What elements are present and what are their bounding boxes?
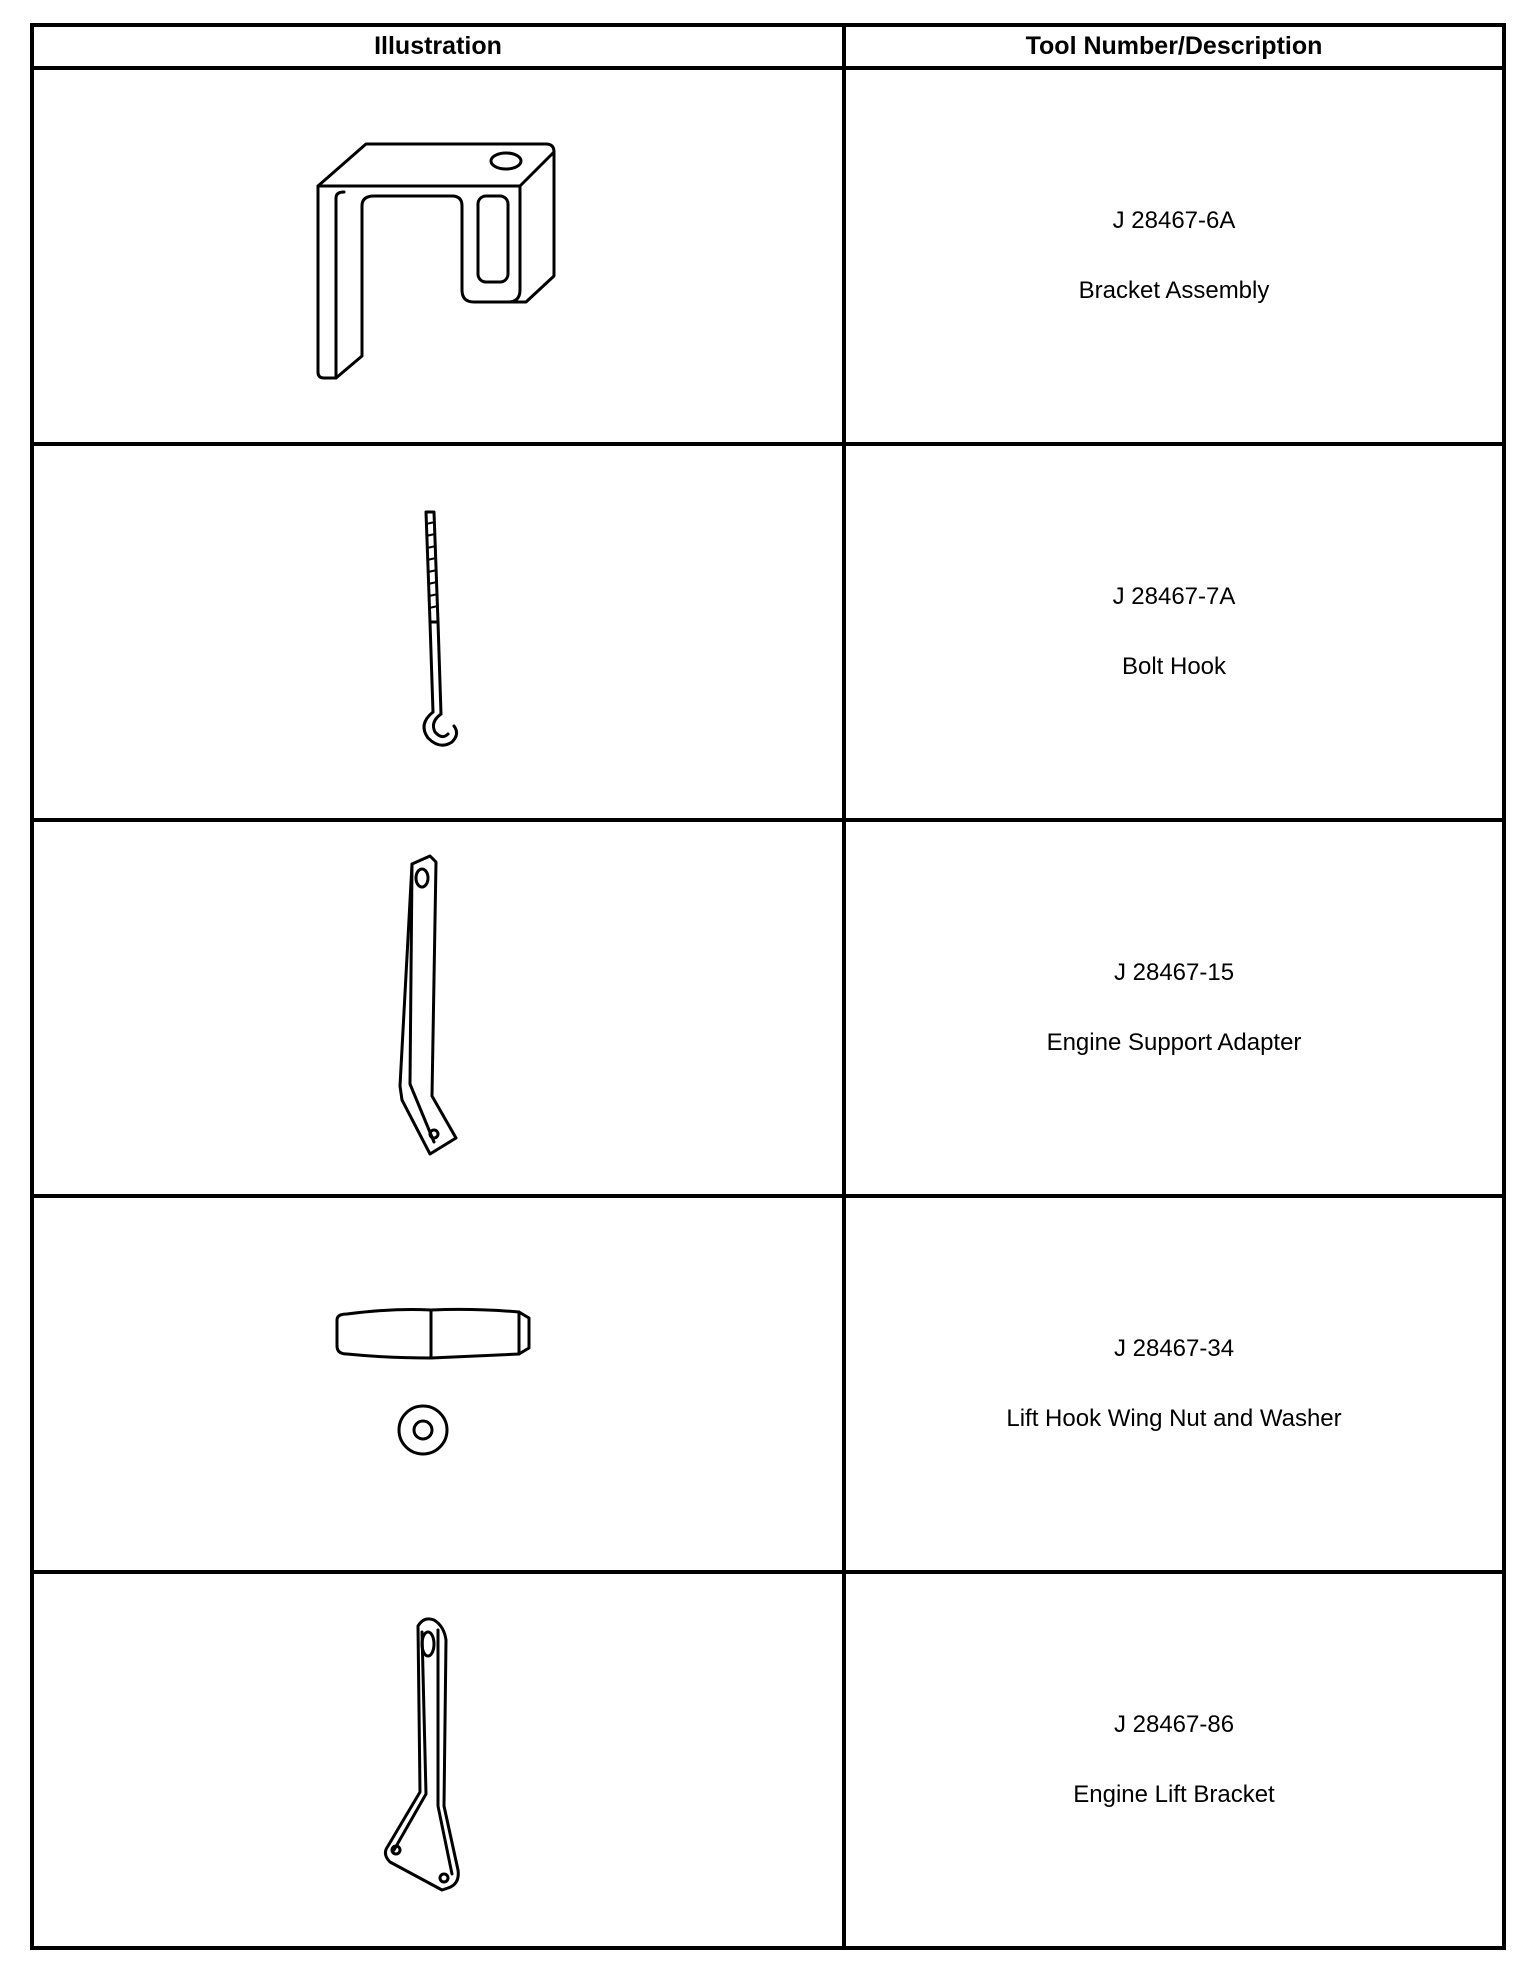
header-illustration: Illustration — [32, 25, 844, 68]
tool-description-cell — [844, 1196, 1504, 1572]
bracket-assembly-icon — [288, 126, 588, 386]
tool-description: Engine Lift Bracket — [1073, 1781, 1275, 1808]
illustration-cell — [32, 1196, 844, 1572]
table-row — [32, 68, 1504, 444]
tool-description: Bolt Hook — [1121, 653, 1227, 680]
tool-description-cell — [844, 1572, 1504, 1948]
tool-description-cell — [844, 820, 1504, 1196]
special-tools-table — [30, 23, 1506, 1950]
table-row — [32, 820, 1504, 1196]
tool-description-cell — [844, 68, 1504, 444]
tool-number: J 28467-15 — [1113, 959, 1235, 986]
tool-description: Engine Support Adapter — [1046, 1029, 1302, 1056]
table-header-row — [32, 25, 1504, 68]
illustration-cell — [32, 444, 844, 820]
illustration-cell — [32, 1572, 844, 1948]
wing-nut-washer-icon — [323, 1304, 553, 1464]
table-row — [32, 1572, 1504, 1948]
engine-lift-bracket-icon — [378, 1610, 498, 1910]
engine-support-adapter-icon — [378, 848, 498, 1168]
table-row — [32, 444, 1504, 820]
tool-description-cell — [844, 444, 1504, 820]
tool-description: Lift Hook Wing Nut and Washer — [1006, 1405, 1342, 1432]
table-row — [32, 1196, 1504, 1572]
tool-description: Bracket Assembly — [1078, 277, 1270, 304]
tool-number: J 28467-7A — [1112, 583, 1236, 610]
header-tool-number-description: Tool Number/Description — [844, 25, 1504, 68]
tool-number: J 28467-34 — [1113, 1335, 1235, 1362]
bolt-hook-icon — [378, 502, 498, 762]
illustration-cell — [32, 820, 844, 1196]
illustration-cell — [32, 68, 844, 444]
tool-number: J 28467-6A — [1112, 207, 1236, 234]
tool-number: J 28467-86 — [1113, 1711, 1235, 1738]
